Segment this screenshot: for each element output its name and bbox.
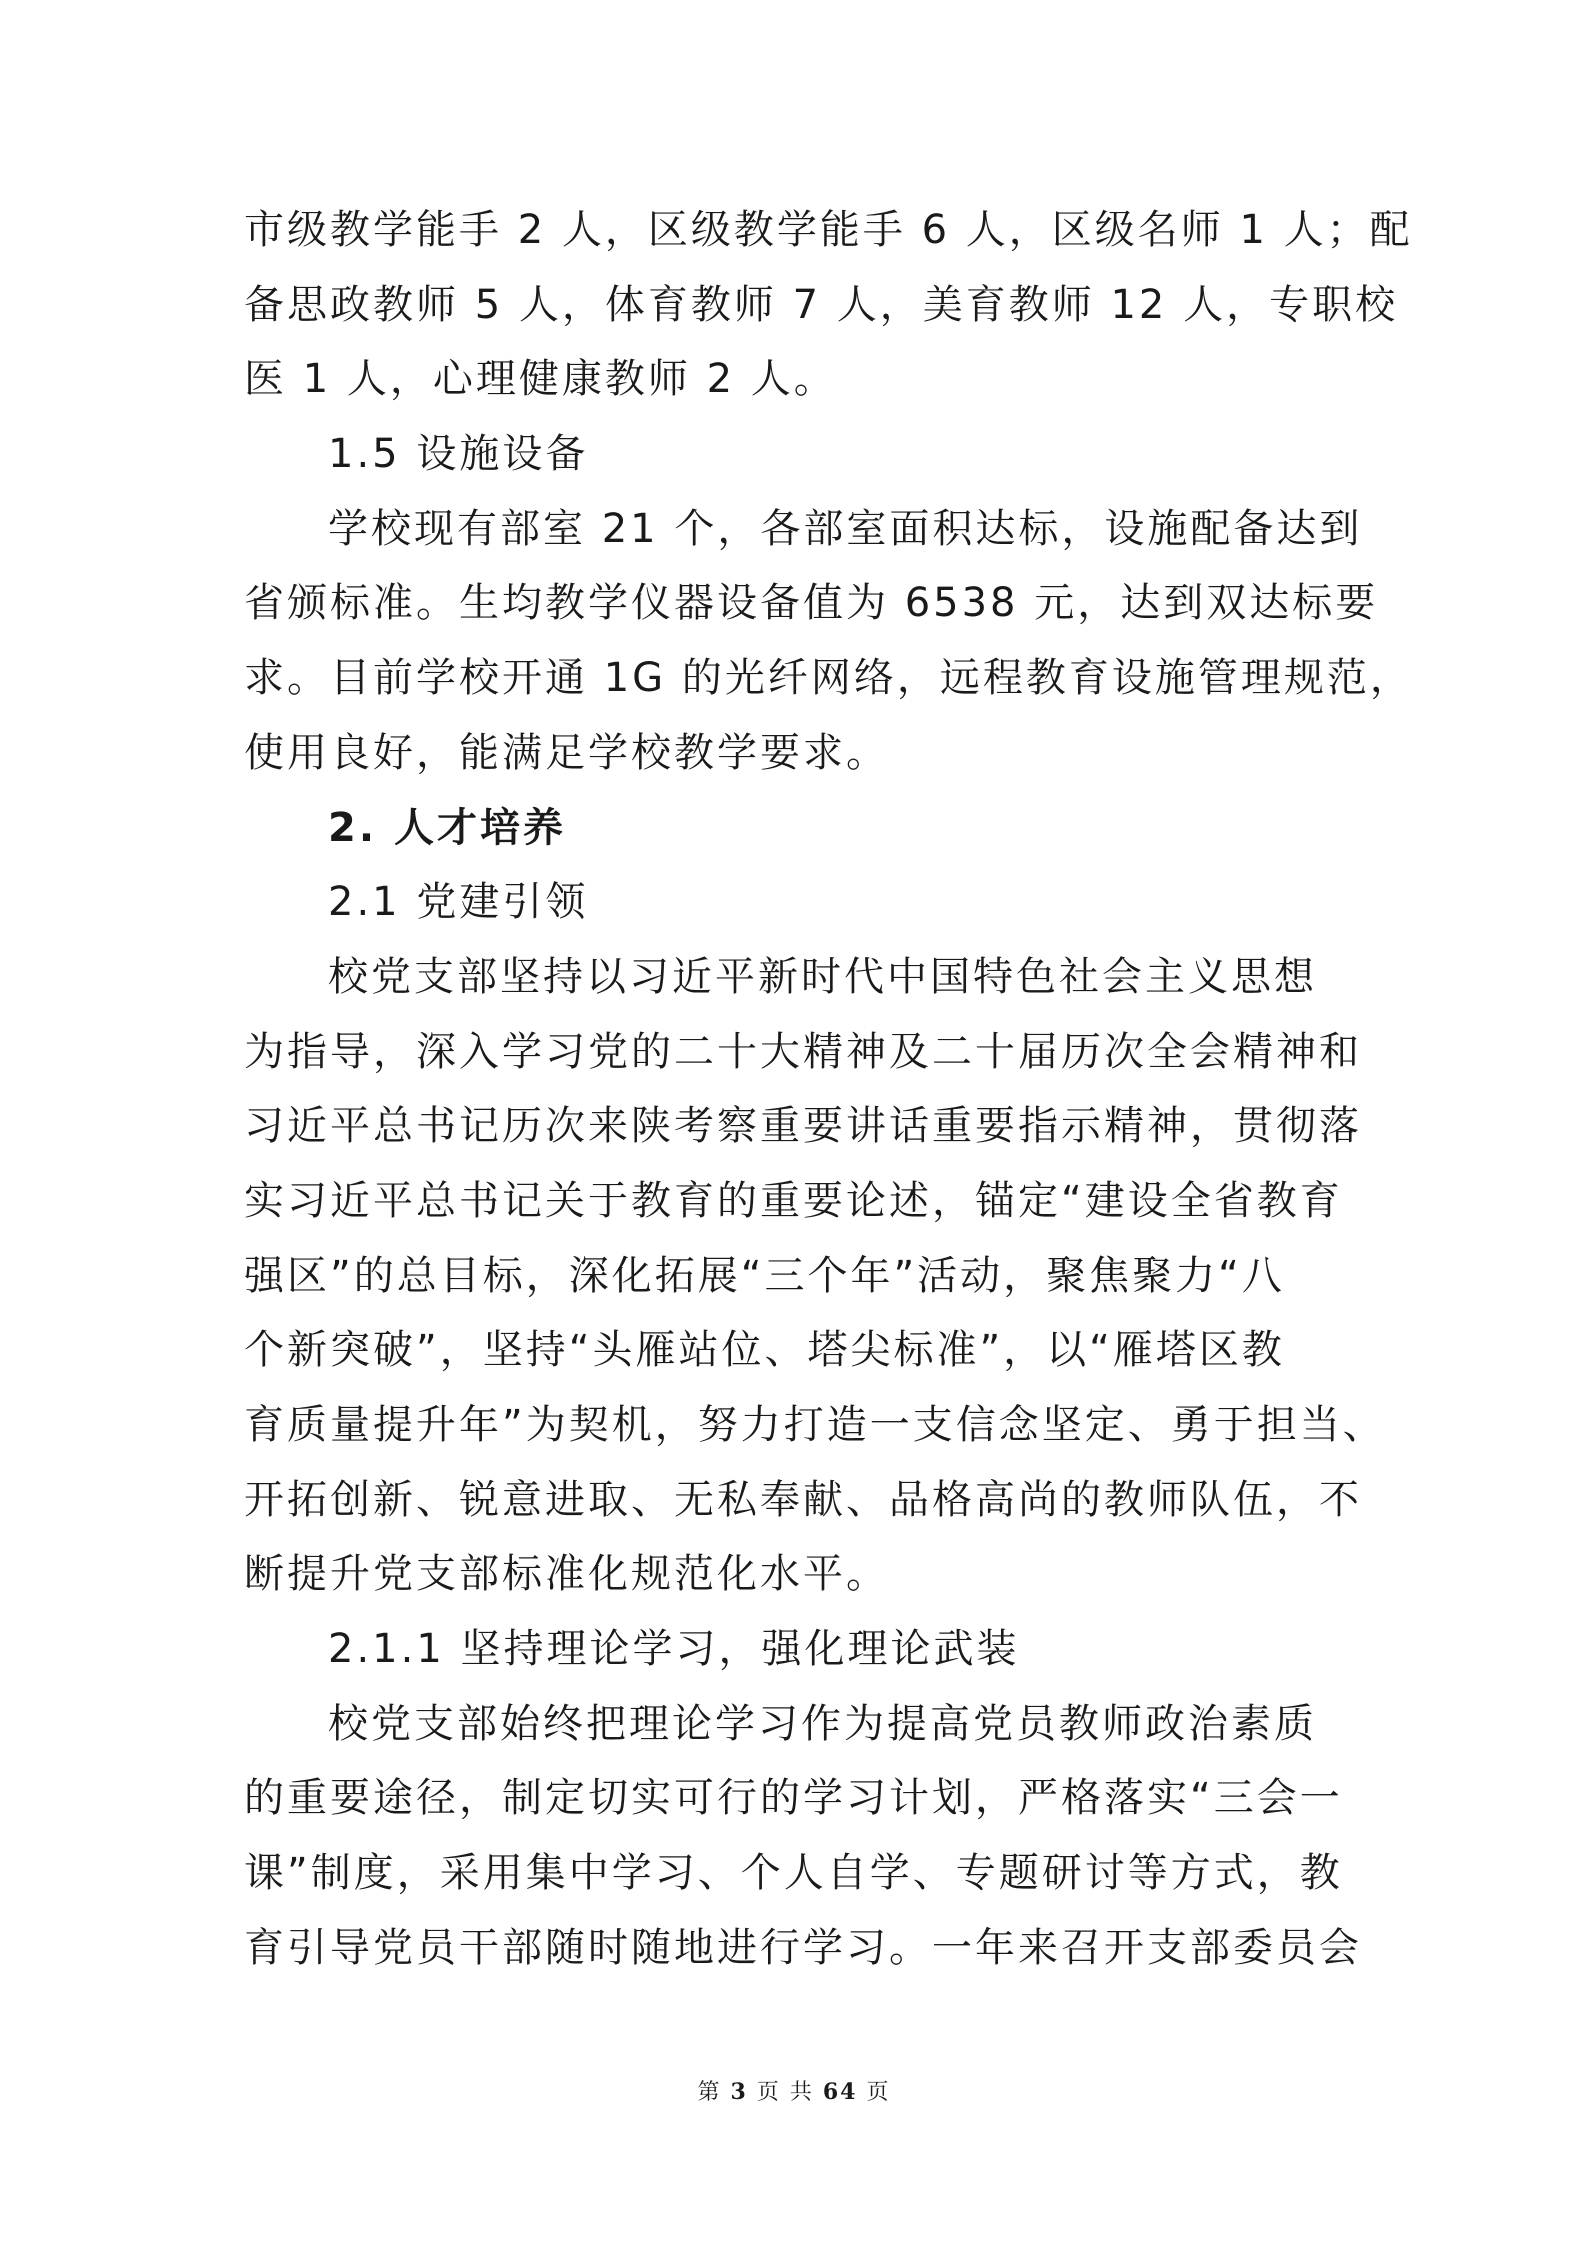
paragraph-line: 强区”的总目标，深化拓展“三个年”活动，聚焦聚力“八 xyxy=(244,1252,1285,1299)
current-page-number: 3 xyxy=(730,2079,748,2105)
paragraph-line: 学校现有部室 21 个，各部室面积达标，设施配备达到 xyxy=(328,505,1363,552)
paragraph-line: 个新突破”，坚持“头雁站位、塔尖标准”，以“雁塔区教 xyxy=(244,1327,1285,1374)
total-page-number: 64 xyxy=(822,2079,858,2105)
footer-middle: 页 共 xyxy=(756,2080,814,2105)
subsection-heading: 2.1.1 坚持理论学习，强化理论武装 xyxy=(328,1626,1020,1673)
paragraph-line: 育引导党员干部随时随地进行学习。一年来召开支部委员会 xyxy=(244,1924,1362,1971)
section-heading: 1.5 设施设备 xyxy=(328,431,589,478)
paragraph-line: 使用良好，能满足学校教学要求。 xyxy=(244,729,889,776)
paragraph-line: 省颁标准。生均教学仪器设备值为 6538 元，达到双达标要 xyxy=(244,580,1379,627)
section-heading: 2.1 党建引领 xyxy=(328,879,589,926)
paragraph-line: 市级教学能手 2 人，区级教学能手 6 人，区级名师 1 人；配 xyxy=(244,207,1413,253)
chapter-heading: 2. 人才培养 xyxy=(328,804,566,851)
page-footer xyxy=(0,2075,1588,2106)
footer-suffix: 页 xyxy=(866,2080,891,2105)
paragraph-line: 为指导，深入学习党的二十大精神及二十届历次全会精神和 xyxy=(244,1028,1362,1075)
paragraph-line: 校党支部坚持以习近平新时代中国特色社会主义思想 xyxy=(328,953,1317,1000)
paragraph-line: 医 1 人，心理健康教师 2 人。 xyxy=(244,356,837,403)
body-text xyxy=(244,202,1413,1995)
paragraph-line: 的重要途径，制定切实可行的学习计划，严格落实“三会一 xyxy=(244,1775,1343,1822)
paragraph-line: 断提升党支部标准化规范化水平。 xyxy=(244,1551,889,1598)
footer-prefix: 第 xyxy=(697,2080,722,2105)
paragraph-line: 实习近平总书记关于教育的重要论述，锚定“建设全省教育 xyxy=(244,1177,1343,1224)
paragraph-line: 育质量提升年”为契机，努力打造一支信念坚定、勇于担当、 xyxy=(244,1402,1386,1448)
paragraph-line: 备思政教师 5 人，体育教师 7 人，美育教师 12 人，专职校 xyxy=(244,281,1399,328)
paragraph-line: 开拓创新、锐意进取、无私奉献、品格高尚的教师队伍，不 xyxy=(244,1476,1362,1523)
paragraph-line: 习近平总书记历次来陕考察重要讲话重要指示精神，贯彻落 xyxy=(244,1103,1362,1150)
paragraph-line: 校党支部始终把理论学习作为提高党员教师政治素质 xyxy=(328,1700,1317,1747)
paragraph-line: 求。目前学校开通 1G 的光纤网络，远程教育设施管理规范， xyxy=(244,655,1413,702)
paragraph-line: 课”制度，采用集中学习、个人自学、专题研讨等方式，教 xyxy=(244,1850,1343,1897)
